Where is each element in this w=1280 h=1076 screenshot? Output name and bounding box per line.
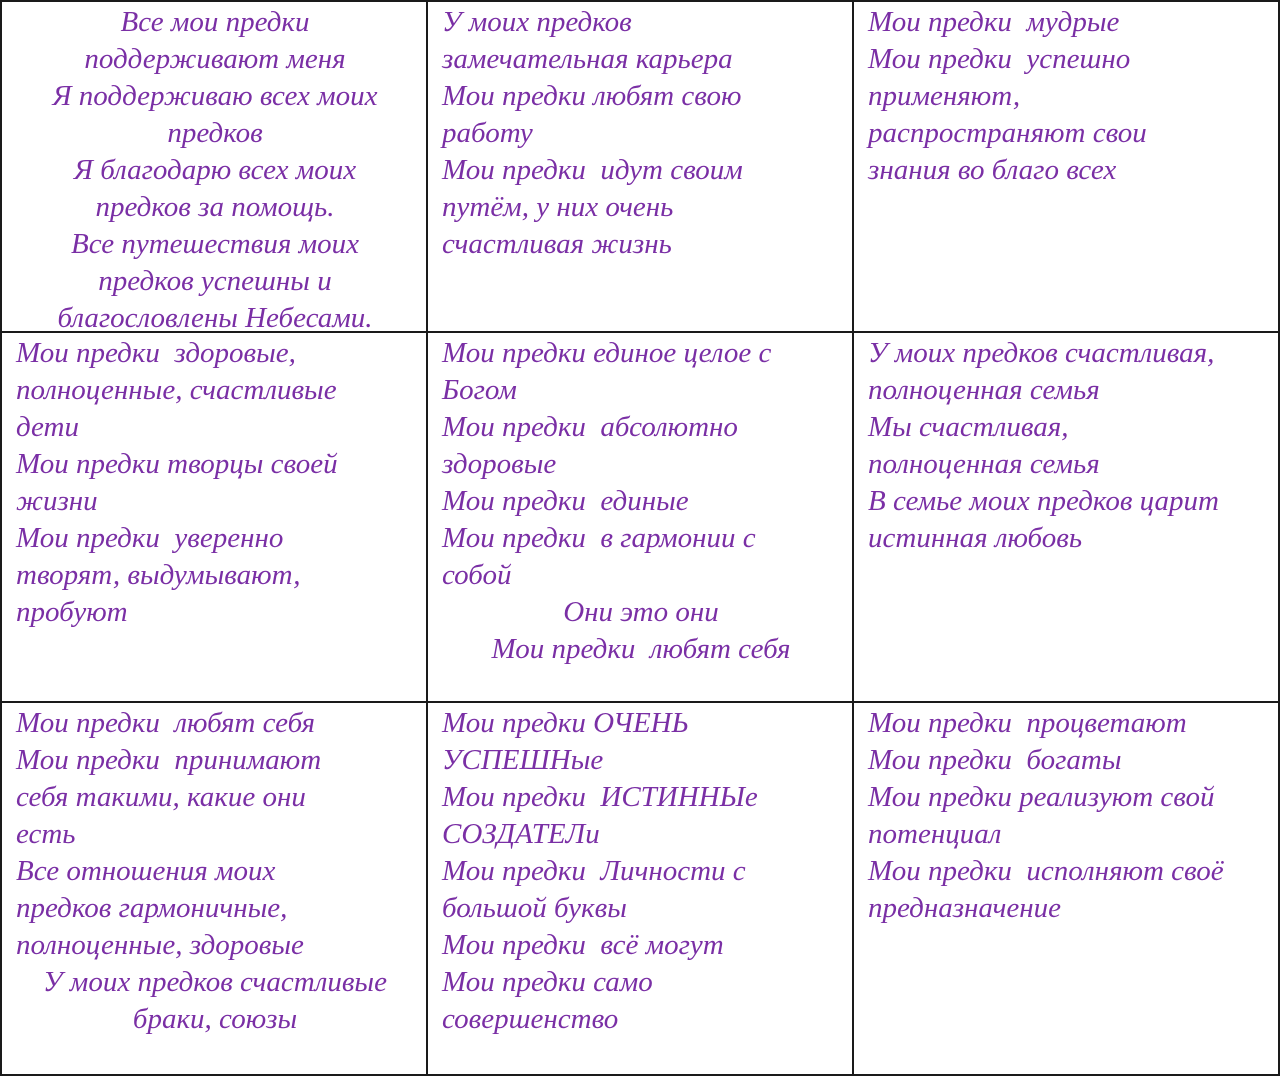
cell-line: дети: [16, 411, 79, 443]
cell-line: путём, у них очень: [442, 191, 674, 223]
cell-line: истинная любовь: [868, 522, 1083, 554]
cell-line: Все отношения моих: [16, 855, 276, 887]
cell-line: Мои предки абсолютно: [442, 411, 738, 443]
cell-line: предков гармоничные,: [16, 892, 288, 924]
cell-line: браки, союзы: [132, 1003, 298, 1035]
cell-line: Мои предки любят себя: [491, 633, 791, 665]
cell-line: знания во благо всех: [868, 154, 1117, 186]
cell-line: У моих предков счастливые: [43, 966, 387, 998]
cell-line: полноценные, здоровые: [16, 929, 304, 961]
cell-r1-c2: [428, 2, 854, 333]
cell-line: Мои предки ОЧЕНЬ: [442, 707, 689, 739]
cell-line: Мои предки любят свою: [442, 80, 742, 112]
cell-line: потенциал: [868, 818, 1002, 850]
cell-line: Мои предки процветают: [868, 707, 1187, 739]
cell-line: Мои предки единое целое с: [442, 337, 772, 369]
cell-line: УСПЕШНые: [442, 744, 604, 776]
cell-line: Мои предки идут своим: [442, 154, 743, 186]
cell-r3-c2: [428, 703, 854, 1074]
cell-line: себя такими, какие они: [16, 781, 306, 813]
cell-line: Мои предки ИСТИННЫе: [442, 781, 758, 813]
cell-line: творят, выдумывают,: [16, 559, 301, 591]
cell-line: поддерживают меня: [84, 43, 346, 75]
cell-line: Мои предки любят себя: [16, 707, 315, 739]
cell-r1-c3: [854, 2, 1278, 333]
cell-line: Я благодарю всех моих: [73, 154, 357, 186]
cell-line: Мои предки творцы своей: [16, 448, 338, 480]
cell-line: здоровые: [442, 448, 557, 480]
cell-line: работу: [442, 117, 533, 149]
cell-line: В семье моих предков царит: [868, 485, 1219, 517]
cell-line: предназначение: [868, 892, 1061, 924]
cell-line: распространяют свои: [868, 117, 1147, 149]
cell-line: Все путешествия моих: [71, 228, 359, 260]
cell-line: полноценные, счастливые: [16, 374, 337, 406]
cell-r1-c1: [2, 2, 428, 333]
cell-line: Мои предки само: [442, 966, 653, 998]
cell-line: Мои предки реализуют свой: [868, 781, 1215, 813]
cell-line: собой: [442, 559, 512, 591]
cell-line: счастливая жизнь: [442, 228, 672, 260]
cell-line: Мои предки Личности с: [442, 855, 746, 887]
cell-line: Я поддерживаю всех моих: [52, 80, 378, 112]
cell-r3-c3: [854, 703, 1278, 1074]
cell-line: пробуют: [16, 596, 128, 628]
cell-line: Мои предки всё могут: [442, 929, 724, 961]
cell-line: Мои предки в гармонии с: [442, 522, 756, 554]
cell-line: Богом: [442, 374, 517, 406]
cell-r2-c1: [2, 333, 428, 703]
cell-line: Мои предки здоровые,: [16, 337, 296, 369]
cell-line: предков: [167, 117, 263, 149]
cell-line: предков успешны и: [98, 265, 332, 297]
cell-line: благословлены Небесами.: [57, 302, 373, 333]
cell-line: применяют,: [868, 80, 1021, 112]
cell-line: Мои предки принимают: [16, 744, 322, 776]
cell-line: полноценная семья: [868, 448, 1100, 480]
cell-line: СОЗДАТЕЛи: [442, 818, 600, 850]
cell-line: У моих предков счастливая,: [868, 337, 1215, 369]
cell-line: замечательная карьера: [442, 43, 733, 75]
cell-line: полноценная семья: [868, 374, 1100, 406]
cell-line: Все мои предки: [120, 6, 310, 38]
cell-line: Мои предки успешно: [868, 43, 1131, 75]
cell-line: Мои предки богаты: [868, 744, 1122, 776]
cell-line: большой буквы: [442, 892, 627, 924]
cell-line: жизни: [16, 485, 98, 517]
cell-line: Мы счастливая,: [868, 411, 1069, 443]
cell-line: Мои предки уверенно: [16, 522, 284, 554]
cell-line: Мои предки единые: [442, 485, 689, 517]
cell-r2-c3: [854, 333, 1278, 703]
cell-line: Мои предки исполняют своё: [868, 855, 1224, 887]
cell-r2-c2: [428, 333, 854, 703]
cell-r3-c1: [2, 703, 428, 1074]
cell-line: есть: [16, 818, 76, 850]
cell-line: Они это они: [563, 596, 719, 628]
cell-line: предков за помощь.: [95, 191, 335, 223]
cell-line: Мои предки мудрые: [868, 6, 1120, 38]
cell-line: У моих предков: [442, 6, 632, 38]
cell-line: совершенство: [442, 1003, 619, 1035]
